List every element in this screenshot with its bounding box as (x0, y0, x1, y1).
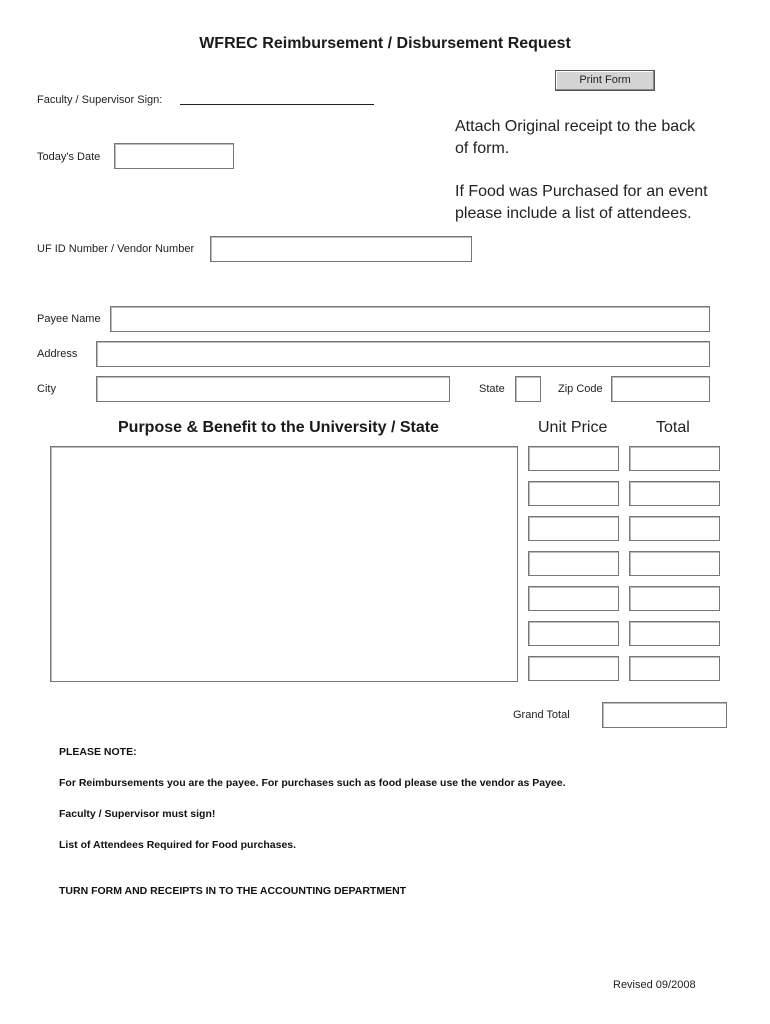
unit-price-field-5[interactable] (528, 586, 619, 611)
city-label: City (37, 383, 56, 395)
total-field-3[interactable] (629, 516, 720, 541)
unit-price-field-6[interactable] (528, 621, 619, 646)
print-form-button[interactable]: Print Form (555, 70, 655, 91)
note-payee: For Reimbursements you are the payee. For purchases such as food please use the vendor as Payee. (59, 777, 566, 789)
todays-date-label: Today's Date (37, 151, 101, 163)
total-field-5[interactable] (629, 586, 720, 611)
instruction-receipt-1: Attach Original receipt to the back (455, 118, 696, 135)
unit-price-field-1[interactable] (528, 446, 619, 471)
ufid-field[interactable] (210, 236, 472, 262)
supervisor-sign-label: Faculty / Supervisor Sign: (37, 94, 163, 106)
ufid-label: UF ID Number / Vendor Number (37, 243, 195, 255)
grand-total-field[interactable] (602, 702, 727, 728)
payee-name-field[interactable] (110, 306, 710, 332)
todays-date-field[interactable] (114, 143, 234, 169)
state-label: State (479, 383, 505, 395)
instruction-food-2: please include a list of attendees. (455, 205, 692, 222)
form-title: WFREC Reimbursement / Disbursement Request (199, 35, 571, 52)
city-field[interactable] (96, 376, 450, 402)
instruction-food-1: If Food was Purchased for an event (455, 183, 708, 200)
revised-date: Revised 09/2008 (613, 979, 696, 991)
state-field[interactable] (515, 376, 541, 402)
note-attendees: List of Attendees Required for Food purchases. (59, 839, 297, 851)
unit-price-field-3[interactable] (528, 516, 619, 541)
total-field-4[interactable] (629, 551, 720, 576)
unit-price-field-2[interactable] (528, 481, 619, 506)
instruction-receipt-2: of form. (455, 140, 510, 157)
address-label: Address (37, 348, 78, 360)
total-field-7[interactable] (629, 656, 720, 681)
total-field-6[interactable] (629, 621, 720, 646)
supervisor-sign-line[interactable] (180, 104, 374, 105)
purpose-heading: Purpose & Benefit to the University / State (118, 419, 439, 436)
zip-code-label: Zip Code (558, 383, 603, 395)
zip-code-field[interactable] (611, 376, 710, 402)
please-note-heading: PLEASE NOTE: (59, 746, 137, 758)
total-field-1[interactable] (629, 446, 720, 471)
note-supervisor-sign: Faculty / Supervisor must sign! (59, 808, 216, 820)
unit-price-header: Unit Price (538, 419, 608, 436)
unit-price-field-4[interactable] (528, 551, 619, 576)
purpose-textarea[interactable] (50, 446, 518, 682)
total-field-2[interactable] (629, 481, 720, 506)
grand-total-label: Grand Total (513, 709, 570, 721)
note-turn-in: TURN FORM AND RECEIPTS IN TO THE ACCOUNTING DEPARTMENT (59, 885, 407, 897)
unit-price-field-7[interactable] (528, 656, 619, 681)
address-field[interactable] (96, 341, 710, 367)
payee-name-label: Payee Name (37, 313, 101, 325)
total-header: Total (656, 419, 690, 436)
